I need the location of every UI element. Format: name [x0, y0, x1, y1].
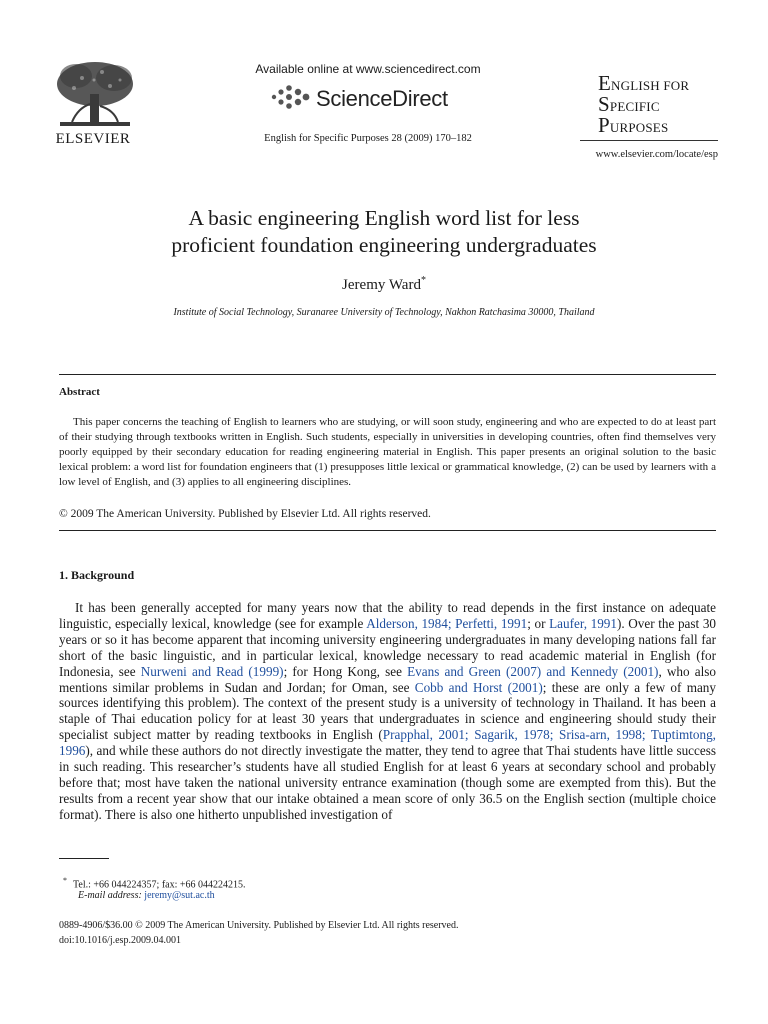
abstract-copyright: © 2009 The American University. Published by Elsevier Ltd. All rights reserved.	[59, 508, 431, 520]
journal-url-link[interactable]: www.elsevier.com/locate/esp	[595, 149, 718, 160]
elsevier-tree-icon	[52, 58, 138, 130]
abstract-text: This paper concerns the teaching of English to learners who are studying, or will soon study, engineering and who are expected to do at least part of their studying through textbooks written in English. Such students, especially in universities in developing countries, often find themselves very poorly equipped by their secondary education for reading engineering material in English. This paper presents an original solution to the basic lexical problem: a word list for foundation engineers that (1) presupposes little lexical or grammatical knowledge, (2) can be used by learners with a low level of English, and (3) applies to all engineering disciplines.	[59, 416, 716, 488]
sciencedirect-wordmark: ScienceDirect	[316, 86, 448, 111]
citation-link[interactable]: Evans and Green (2007) and Kennedy (2001)	[407, 663, 659, 679]
abstract-top-rule	[59, 374, 716, 375]
footnote-contact: * Tel.: +66 044224357; fax: +66 044224215.	[63, 876, 246, 891]
available-online-text[interactable]: Available online at www.sciencedirect.com	[255, 62, 481, 76]
journal-title-rule	[580, 140, 718, 141]
publisher-name: ELSEVIER	[55, 131, 131, 147]
citation-link[interactable]: Prapphal, 2001; Sagarik, 1978; Srisa-arn, 1998; Tuptimtong, 1996	[59, 727, 716, 759]
journal-title-logo: ENGLISH FOR SPECIFIC PURPOSES	[598, 71, 690, 137]
citation-link[interactable]: Cobb and Horst (2001)	[414, 679, 543, 695]
citation-link[interactable]: Nurweni and Read (1999)	[140, 663, 284, 679]
citation-link[interactable]: Laufer, 1991	[549, 615, 617, 631]
author-footnote-mark[interactable]: *	[420, 275, 426, 286]
sciencedirect-dots-icon	[268, 82, 312, 112]
author-affiliation: Institute of Social Technology, Suranaree University of Technology, Nakhon Ratchasima 30000, Thailand	[173, 307, 595, 318]
email-link[interactable]: jeremy@sut.ac.th	[144, 890, 215, 901]
article-author: Jeremy Ward*	[342, 275, 426, 293]
abstract-heading: Abstract	[59, 386, 100, 398]
footnote-email: E-mail address: jeremy@sut.ac.th	[78, 890, 215, 901]
issn-line: 0889-4906/$36.00 © 2009 The American University. Published by Elsevier Ltd. All rights reserved.	[59, 920, 459, 931]
article-title: A basic engineering English word list for less proficient foundation engineering undergraduates	[171, 206, 597, 257]
doi-link[interactable]: doi:10.1016/j.esp.2009.04.001	[59, 935, 181, 946]
section-body: It has been generally accepted for many years now that the ability to read depends in the first instance on adequate linguistic, especially lexical, knowledge (see for example Alderson, 1984; Perfetti, 1991; or Laufer, 1991). Over the past 30 years or so it has become apparent that incoming university engineering undergraduates in many developing nations fall far short of the basic linguistic, and in particular lexical, knowledge necessary to read academic material in English (for Indonesia, see Nurweni and Read (1999); for Hong Kong, see Evans and Green (2007) and Kennedy (2001), who also mentions similar problems in Sudan and Jordan; for Oman, see Cobb and Horst (2001); these are only a few of many sources identifying this problem). The context of the present study is a university of technology in Thailand. It has been a staple of Thai education policy for at least 30 years that undergraduates in science and engineering should study their specialist subject matter by reading textbooks in English (Prapphal, 2001; Sagarik, 1978; Srisa-arn, 1998; Tuptimtong, 1996), and while these authors do not directly investigate the matter, they tend to agree that Thai students have little success in such reading. This researcher’s students have all studied English for at least 6 years at secondary school and probably before that; most have taken the national university entrance examination (though some are exempted from this). But the results from a recent year show that our intake obtained a mean score of only 36.5 on the English section (multiple choice format). There is also one hitherto unpublished investigation of	[59, 600, 717, 822]
footnote-rule	[59, 858, 109, 859]
section-heading: 1. Background	[59, 568, 135, 582]
citation-link[interactable]: Alderson, 1984; Perfetti, 1991	[366, 615, 528, 631]
journal-citation: English for Specific Purposes 28 (2009) 170–182	[264, 133, 472, 144]
abstract-bottom-rule	[59, 530, 716, 531]
